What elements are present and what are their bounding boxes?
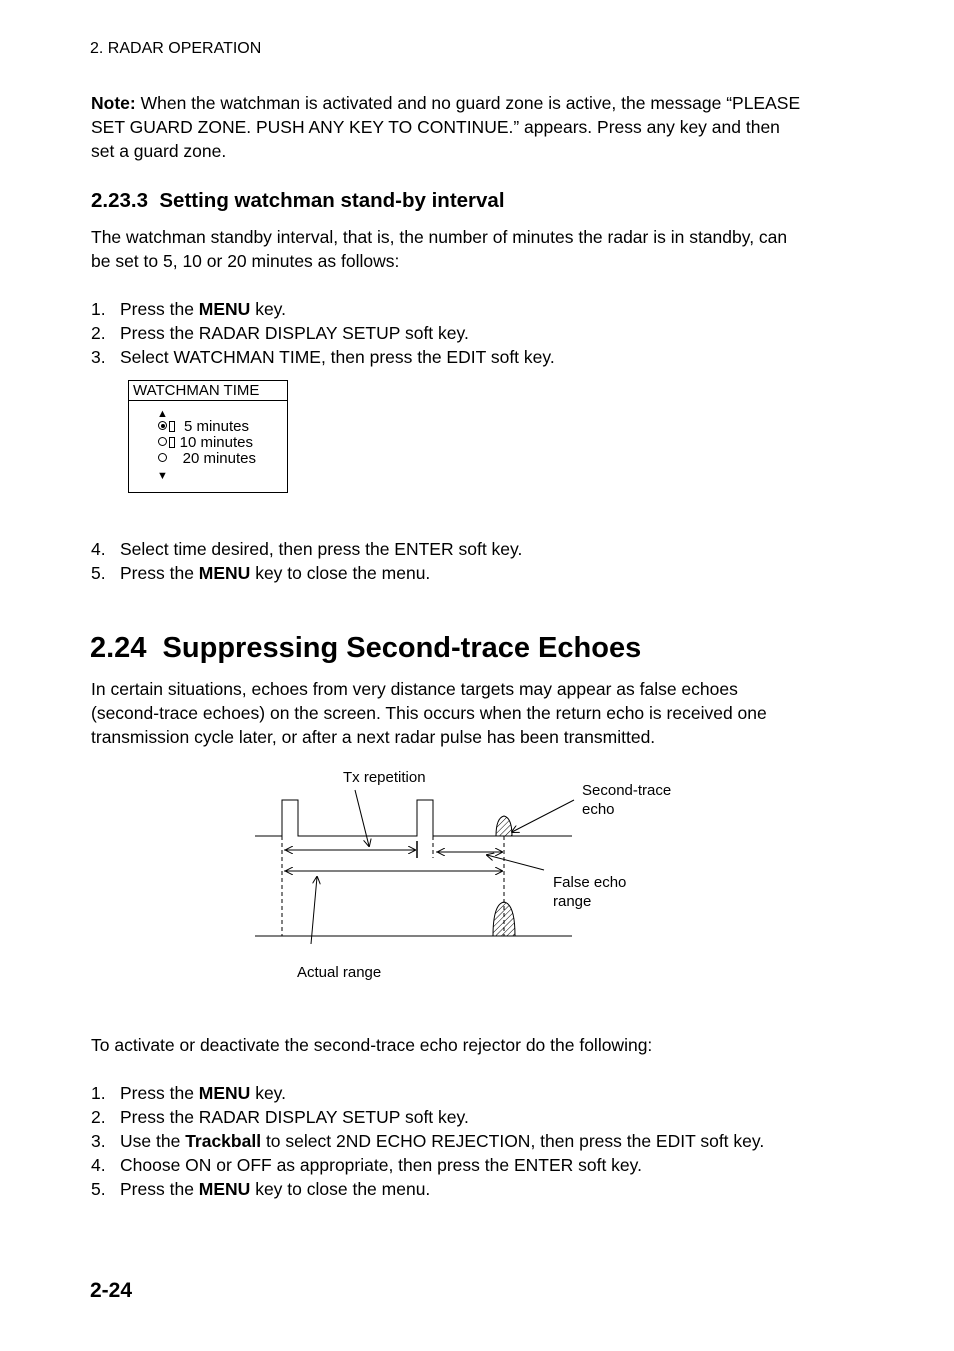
step-text: Select time desired, then press the ENTER soft key. (120, 539, 523, 559)
scroll-down-arrow-icon[interactable]: ▼ (157, 470, 168, 482)
second-trace-intro-line-1: In certain situations, echoes from very distance targets may appear as false echoes (91, 679, 738, 699)
step-item (91, 321, 555, 345)
step-key-name: MENU (198, 299, 251, 319)
step-number: 2. (91, 1107, 106, 1127)
step-number: 4. (91, 1155, 106, 1175)
menu-option-label: 5 minutes (183, 418, 249, 435)
step-item (91, 537, 522, 561)
step-text: Press the (120, 563, 199, 583)
step-text: Press the (120, 299, 199, 319)
menu-option-label: 10 minutes (179, 434, 253, 451)
radio-unselected-icon (158, 437, 167, 446)
label-false-echo-1: False echo (553, 874, 627, 891)
step-number: 3. (91, 1131, 106, 1151)
step-item (91, 561, 522, 585)
watchman-intro-line-1: The watchman standby interval, that is, the number of minutes the radar is in standby, can (91, 227, 788, 247)
note-label: Note: (91, 93, 136, 113)
menu-title: WATCHMAN TIME (129, 381, 287, 401)
watchman-steps-b (91, 537, 522, 585)
page-number: 2-24 (90, 1279, 133, 1302)
step-text-end: key to close the menu. (250, 563, 431, 583)
menu-option-label: 20 minutes (182, 450, 256, 467)
step-item (91, 1105, 764, 1129)
step-number: 1. (91, 299, 106, 319)
watchman-steps-a (91, 297, 555, 369)
second-trace-intro (91, 677, 767, 749)
step-text-end: to select 2ND ECHO REJECTION, then press the EDIT soft key. (261, 1131, 765, 1151)
step-text: Press the RADAR DISPLAY SETUP soft key. (120, 323, 469, 343)
step-text: Press the RADAR DISPLAY SETUP soft key. (120, 1107, 469, 1127)
label-tx-repetition: Tx repetition (343, 769, 426, 786)
second-trace-steps (91, 1081, 764, 1201)
step-number: 2. (91, 323, 106, 343)
step-item (91, 1129, 764, 1153)
running-header: 2. RADAR OPERATION (90, 40, 262, 57)
label-second-trace-2: echo (582, 801, 615, 818)
step-text-end: key. (250, 299, 286, 319)
step-number: 1. (91, 1083, 106, 1103)
section-heading-2-23-3: 2.23.3 Setting watchman stand-by interval (91, 189, 505, 212)
step-number: 4. (91, 539, 106, 559)
watchman-intro (91, 225, 787, 273)
second-trace-echo-shape (496, 816, 512, 836)
activate-instruction: To activate or deactivate the second-trace echo rejector do the following: (91, 1035, 653, 1055)
step-text: Select WATCHMAN TIME, then press the EDIT soft key. (120, 347, 555, 367)
step-text-end: key. (250, 1083, 286, 1103)
section-heading-2-24: 2.24 Suppressing Second-trace Echoes (90, 632, 642, 664)
cursor-icon (169, 421, 175, 432)
note-paragraph (91, 91, 851, 163)
step-text: Choose ON or OFF as appropriate, then press the ENTER soft key. (120, 1155, 642, 1175)
step-item (91, 1177, 764, 1201)
step-text-end: key to close the menu. (250, 1179, 431, 1199)
label-actual-range: Actual range (297, 964, 382, 981)
cursor-icon (169, 437, 175, 448)
step-item (91, 297, 555, 321)
menu-option-20-minutes[interactable] (158, 451, 256, 467)
step-item (91, 1153, 764, 1177)
step-number: 5. (91, 1179, 106, 1199)
note-line-2: SET GUARD ZONE. PUSH ANY KEY TO CONTINUE.” appears. Press any key and then (91, 117, 780, 137)
second-trace-intro-line-3: transmission cycle later, or after a next radar pulse has been transmitted. (91, 727, 656, 747)
second-trace-echo-diagram (250, 762, 690, 987)
step-text: Use the (120, 1131, 186, 1151)
step-number: 5. (91, 563, 106, 583)
step-key-name: MENU (198, 1179, 251, 1199)
radio-unselected-icon (158, 453, 167, 462)
note-line-1: When the watchman is activated and no guard zone is active, the message “PLEASE (135, 93, 801, 113)
menu-option-10-minutes[interactable] (158, 435, 253, 451)
tx-pulse-trace (255, 800, 572, 836)
step-number: 3. (91, 347, 106, 367)
note-line-3: set a guard zone. (91, 141, 227, 161)
step-key-name: MENU (198, 1083, 251, 1103)
scroll-up-arrow-icon[interactable]: ▲ (157, 408, 168, 420)
menu-option-5-minutes[interactable] (158, 419, 249, 435)
step-item (91, 1081, 764, 1105)
step-key-name: MENU (198, 563, 251, 583)
step-key-name: Trackball (185, 1131, 262, 1151)
label-false-echo-2: range (553, 893, 592, 910)
step-item (91, 345, 555, 369)
step-text: Press the (120, 1179, 199, 1199)
second-trace-intro-line-2: (second-trace echoes) on the screen. This occurs when the return echo is received one (91, 703, 767, 723)
label-second-trace-1: Second-trace (582, 782, 672, 799)
step-text: Press the (120, 1083, 199, 1103)
radio-selected-icon (158, 421, 167, 430)
watchman-time-menu (128, 380, 288, 493)
watchman-intro-line-2: be set to 5, 10 or 20 minutes as follows: (91, 251, 400, 271)
